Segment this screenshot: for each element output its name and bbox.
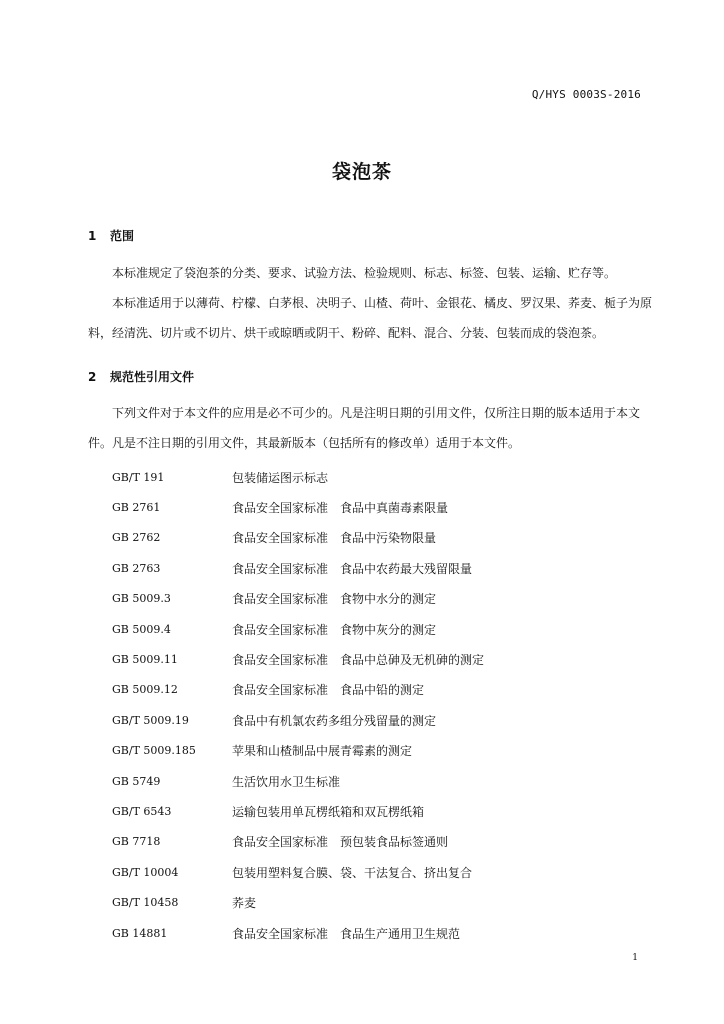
reference-title: 生活饮用水卫生标准 bbox=[232, 774, 341, 789]
reference-row bbox=[112, 675, 632, 705]
section-number: 1 bbox=[88, 229, 97, 243]
paragraph: 本标准适用于以薄荷、柠檬、白茅根、决明子、山楂、荷叶、金银花、橘皮、罗汉果、荞麦、栀子为原料，经清洗、切片或不切片、烘干或晾晒或阴干、粉碎、配料、混合、分装、包装而成的袋泡茶。 bbox=[88, 296, 653, 340]
reference-title: 运输包装用单瓦楞纸箱和双瓦楞纸箱 bbox=[232, 804, 425, 819]
section-title: 范围 bbox=[110, 229, 135, 243]
reference-title: 食品安全国家标准 食品生产通用卫生规范 bbox=[232, 926, 461, 941]
standard-code: Q/HYS 0003S-2016 bbox=[531, 88, 641, 101]
reference-code: GB 14881 bbox=[112, 926, 168, 940]
reference-code: GB 5009.12 bbox=[112, 683, 178, 697]
reference-code: GB/T 10458 bbox=[112, 896, 179, 910]
reference-code: GB/T 6543 bbox=[112, 804, 172, 818]
reference-row bbox=[112, 887, 632, 917]
reference-row bbox=[112, 918, 632, 948]
reference-code: GB 2762 bbox=[112, 531, 161, 545]
reference-code: GB 5009.11 bbox=[112, 653, 178, 667]
reference-title: 食品安全国家标准 食品中总砷及无机砷的测定 bbox=[232, 653, 485, 668]
reference-list bbox=[112, 462, 632, 948]
reference-code: GB 7718 bbox=[112, 835, 161, 849]
reference-code: GB 5749 bbox=[112, 774, 161, 788]
section-title: 规范性引用文件 bbox=[110, 370, 195, 384]
reference-row bbox=[112, 736, 632, 766]
document-title: 袋泡茶 bbox=[331, 161, 392, 183]
reference-code: GB/T 5009.19 bbox=[112, 713, 189, 727]
reference-title: 食品安全国家标准 食品中污染物限量 bbox=[232, 531, 437, 546]
reference-row bbox=[112, 857, 632, 887]
section-number: 2 bbox=[88, 370, 97, 384]
reference-row bbox=[112, 644, 632, 674]
reference-row bbox=[112, 827, 632, 857]
reference-row bbox=[112, 796, 632, 826]
reference-row bbox=[112, 492, 632, 522]
reference-code: GB 2761 bbox=[112, 501, 161, 515]
reference-title: 苹果和山楂制品中展青霉素的测定 bbox=[232, 744, 413, 759]
reference-row bbox=[112, 584, 632, 614]
reference-code: GB 5009.4 bbox=[112, 622, 171, 636]
reference-title: 食品中有机氯农药多组分残留量的测定 bbox=[232, 713, 437, 728]
reference-title: 荞麦 bbox=[232, 896, 257, 911]
reference-title: 食品安全国家标准 食品中真菌毒素限量 bbox=[232, 501, 449, 516]
paragraph: 下列文件对于本文件的应用是必不可少的。凡是注明日期的引用文件，仅所注日期的版本适用于本文件。凡是不注日期的引用文件，其最新版本（包括所有的修改单）适用于本文件。 bbox=[88, 406, 641, 450]
reference-row bbox=[112, 553, 632, 583]
section-heading-scope bbox=[88, 227, 134, 244]
reference-code: GB/T 191 bbox=[112, 470, 165, 484]
reference-code: GB/T 10004 bbox=[112, 865, 179, 879]
paragraph: 本标准规定了袋泡茶的分类、要求、试验方法、检验规则、标志、标签、包装、运输、贮存等。 bbox=[112, 266, 617, 280]
section-heading-normative-references bbox=[88, 368, 194, 385]
reference-title: 食品安全国家标准 预包装食品标签通则 bbox=[232, 835, 449, 850]
reference-row bbox=[112, 462, 632, 492]
page-number: 1 bbox=[632, 953, 638, 963]
reference-code: GB 5009.3 bbox=[112, 592, 171, 606]
reference-row bbox=[112, 523, 632, 553]
reference-title: 包装用塑料复合膜、袋、干法复合、挤出复合 bbox=[232, 865, 473, 880]
reference-row bbox=[112, 766, 632, 796]
reference-title: 食品安全国家标准 食物中水分的测定 bbox=[232, 592, 437, 607]
reference-code: GB/T 5009.185 bbox=[112, 744, 196, 758]
reference-title: 食品安全国家标准 食品中农药最大残留限量 bbox=[232, 561, 473, 576]
reference-row bbox=[112, 705, 632, 735]
reference-title: 食品安全国家标准 食物中灰分的测定 bbox=[232, 622, 437, 637]
reference-code: GB 2763 bbox=[112, 561, 161, 575]
reference-title: 食品安全国家标准 食品中铅的测定 bbox=[232, 683, 425, 698]
reference-row bbox=[112, 614, 632, 644]
reference-title: 包装储运图示标志 bbox=[232, 470, 329, 485]
